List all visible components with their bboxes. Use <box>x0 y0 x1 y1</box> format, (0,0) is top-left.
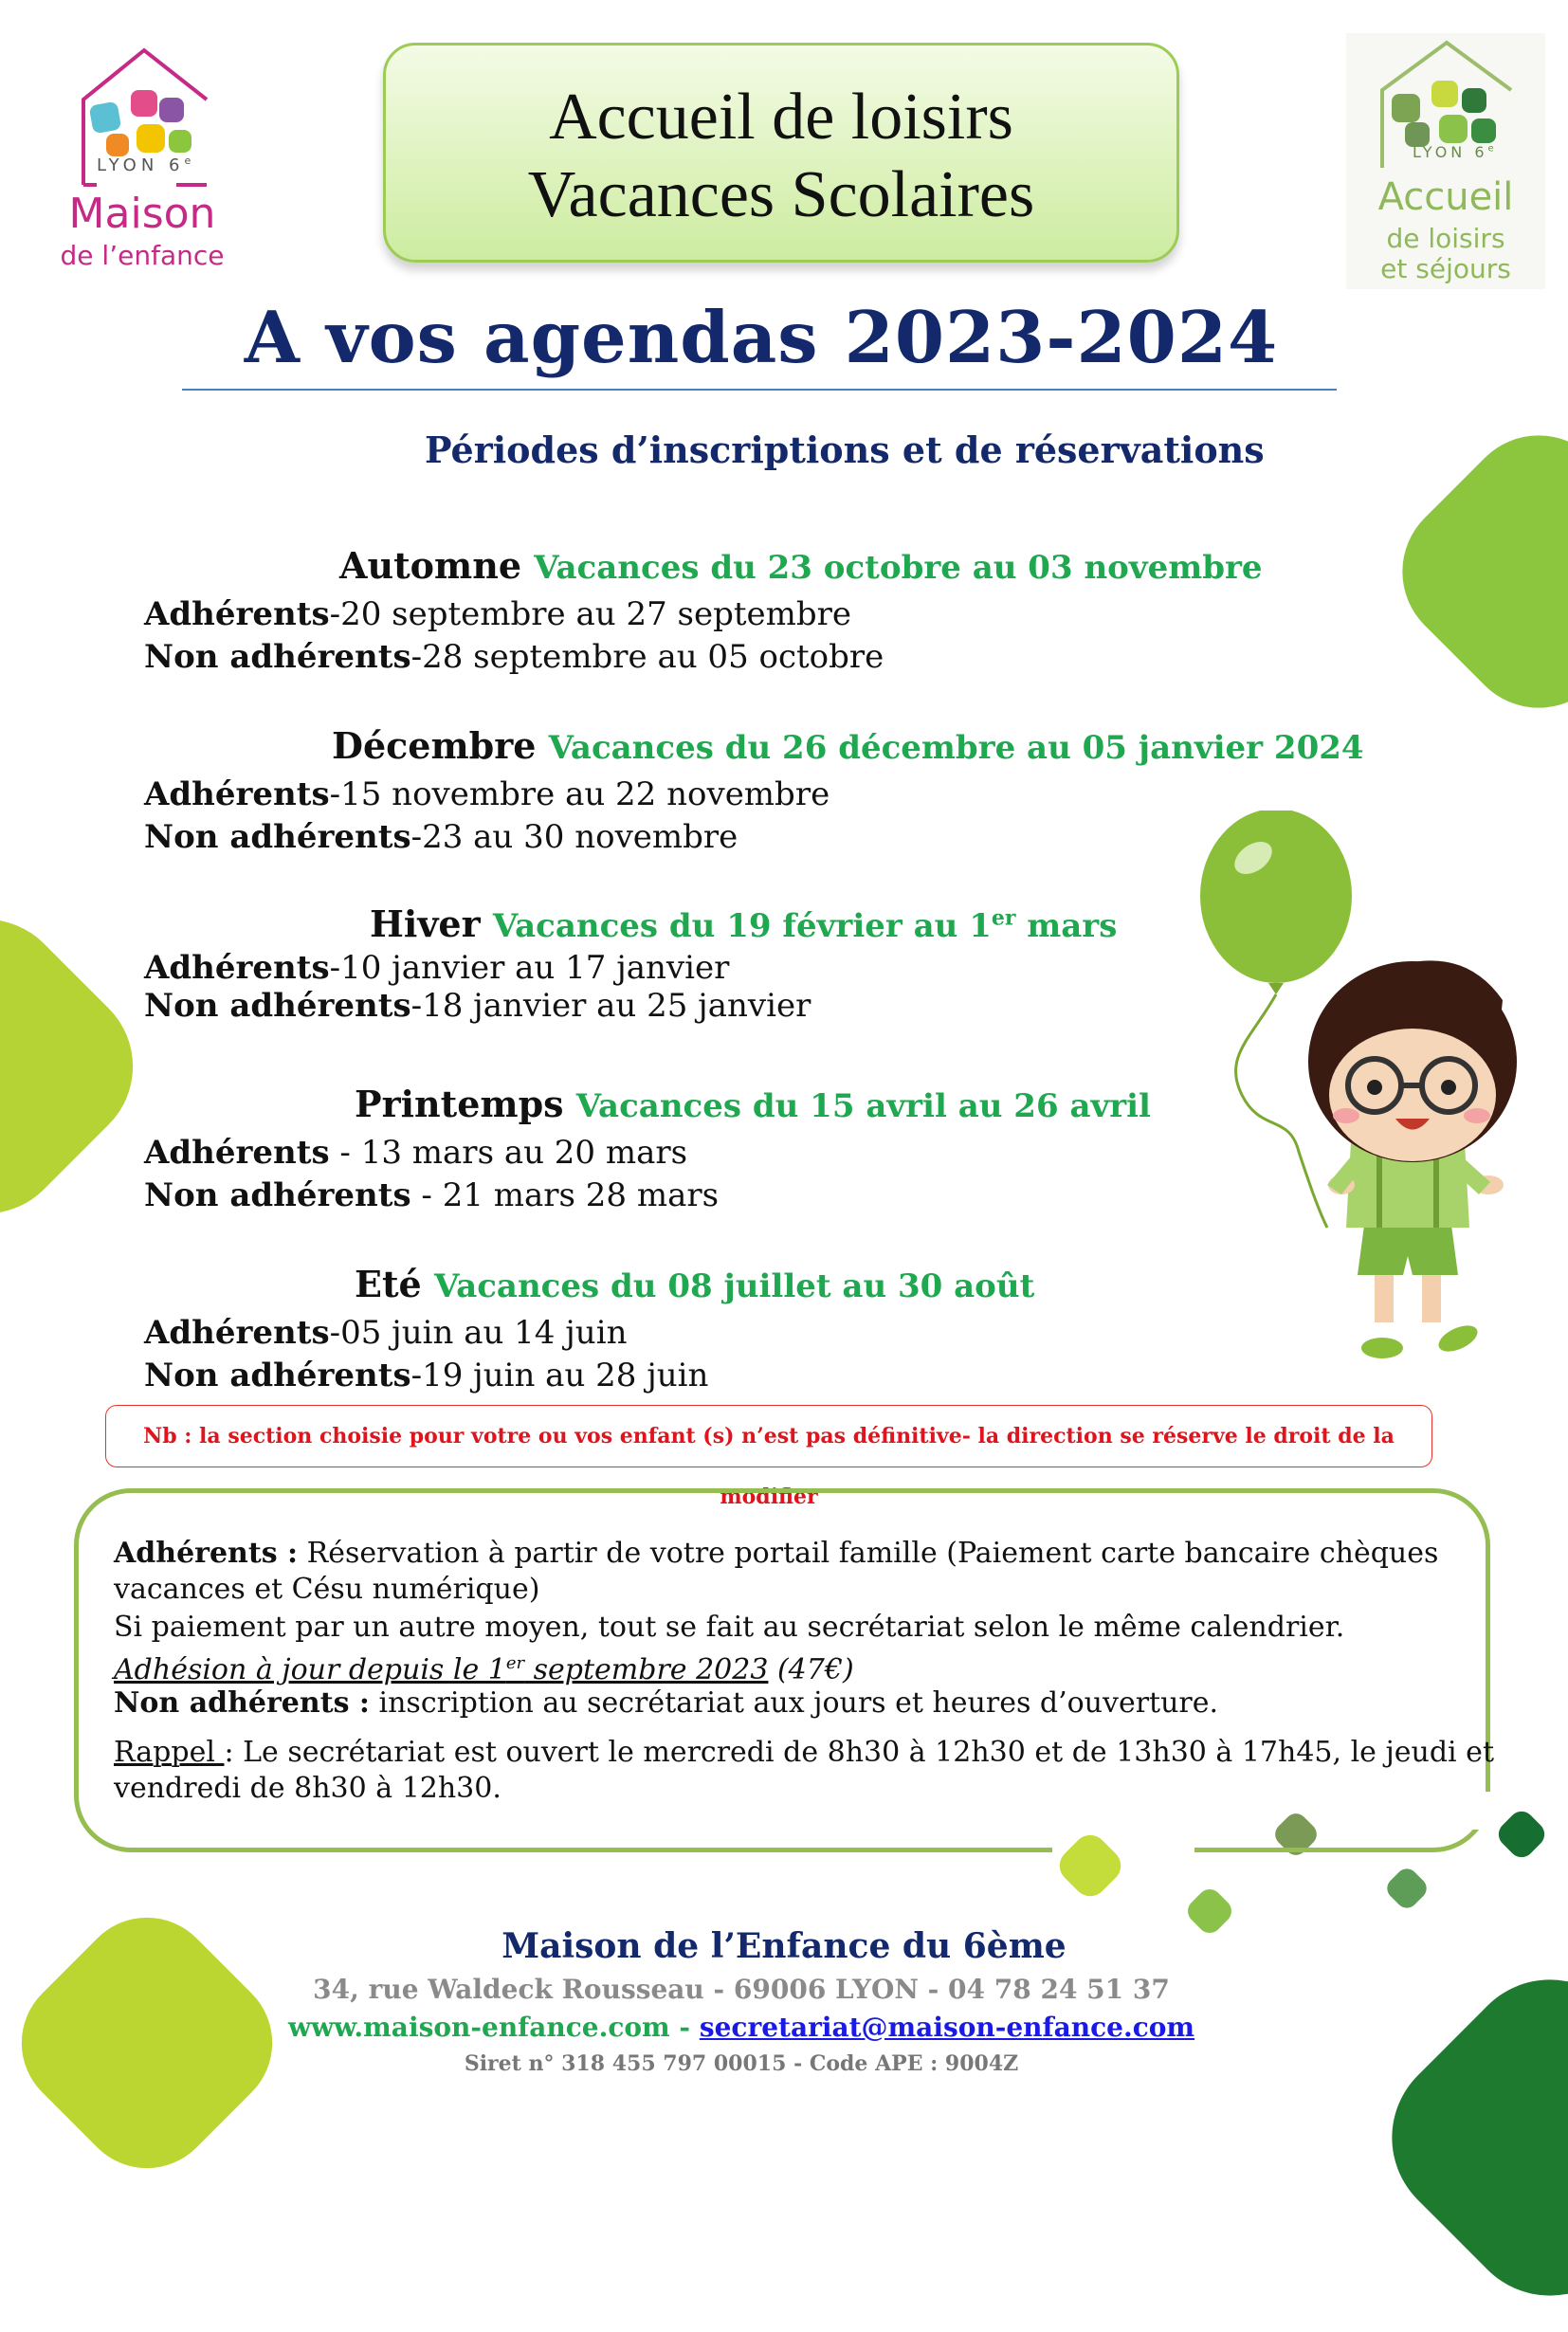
maison-enfance-logo <box>47 43 237 275</box>
info-non-adherents-label: Non adhérents : <box>114 1686 370 1720</box>
season-vacances: Vacances du 23 octobre au 03 novembre <box>534 549 1263 587</box>
logo-right-city: LYON 6e <box>1413 143 1498 161</box>
adherents-label: Adhérents <box>144 1314 330 1352</box>
season-heading-printemps <box>355 1083 1151 1125</box>
non-adherents-label: Non adhérents <box>144 1357 411 1394</box>
season-heading-decembre <box>332 724 1364 767</box>
season-vacances: Vacances du 26 décembre au 05 janvier 2024 <box>548 729 1364 767</box>
logo-right-line-2: de loisirs <box>1386 223 1505 254</box>
season-heading-hiver <box>370 902 1117 945</box>
season-heading-automne <box>339 544 1263 587</box>
info-paiement: Si paiement par un autre moyen, tout se fait au secrétariat selon le même calendrier. <box>114 1611 1345 1644</box>
adherents-dates: -20 septembre au 27 septembre <box>329 595 852 633</box>
adherents-dates: -10 janvier au 17 janvier <box>329 949 730 987</box>
season-adherents-ete <box>144 1314 627 1352</box>
header-title-line-1: Accueil de loisirs <box>549 81 1013 154</box>
non-adherents-label: Non adhérents <box>144 987 411 1025</box>
season-name: Printemps <box>355 1083 564 1125</box>
season-adherents-automne <box>144 595 851 633</box>
footer-email-link[interactable]: secretariat@maison-enfance.com <box>699 2012 1195 2043</box>
decor-square-5 <box>1493 1806 1549 1862</box>
title-divider <box>182 389 1337 391</box>
decor-blob-left-middle <box>0 885 167 1248</box>
boy-with-balloon-illustration <box>1185 811 1526 1360</box>
adherents-dates: -05 juin au 14 juin <box>329 1314 628 1352</box>
season-non-adherents-ete <box>144 1357 708 1394</box>
rappel-label: Rappel <box>114 1736 225 1769</box>
non-adherents-label: Non adhérents <box>144 638 411 676</box>
accueil-loisirs-logo <box>1346 33 1545 289</box>
page-subtitle: Périodes d’inscriptions et de réservations <box>425 428 1265 471</box>
logo-right-line-1: Accueil <box>1377 175 1514 219</box>
note-text: Nb : la section choisie pour votre ou vos enfant (s) n’est pas définitive- la direction se réserve le droit de la modifier <box>143 1424 1395 1509</box>
header-title-box <box>383 43 1179 263</box>
note-box <box>105 1405 1432 1509</box>
page-title: A vos agendas 2023-2024 <box>244 296 1279 379</box>
logo-left-name-1: Maison <box>68 190 216 238</box>
season-adherents-printemps <box>144 1134 687 1172</box>
season-name: Décembre <box>332 724 537 767</box>
season-non-adherents-decembre <box>144 818 738 856</box>
logo-right-line-3: et séjours <box>1380 253 1511 284</box>
footer-siret: Siret n° 318 455 797 00015 - Code APE : 9004Z <box>464 2051 1019 2076</box>
info-non-adherents: Non adhérents : inscription au secrétariat aux jours et heures d’ouverture. <box>114 1686 1219 1720</box>
info-adherents-label: Adhérents : <box>114 1537 299 1570</box>
info-rappel-line-1: Rappel : Le secrétariat est ouvert le mercredi de 8h30 à 12h30 et de 13h30 à 17h45, le jeudi et <box>114 1736 1494 1769</box>
adherents-label: Adhérents <box>144 775 330 813</box>
footer-website-link[interactable]: www.maison-enfance.com <box>287 2012 670 2043</box>
season-name: Eté <box>355 1263 422 1305</box>
non-adherents-dates: -23 au 30 novembre <box>410 818 738 856</box>
info-rappel-line-2: vendredi de 8h30 à 12h30. <box>114 1772 501 1805</box>
adherents-dates: - 13 mars au 20 mars <box>329 1134 688 1172</box>
info-adhesion: Adhésion à jour depuis le 1er septembre 2023 (47€) <box>114 1653 854 1686</box>
season-name: Hiver <box>370 902 481 945</box>
season-vacances: Vacances du 15 avril au 26 avril <box>575 1087 1151 1125</box>
non-adherents-label: Non adhérents <box>144 1176 411 1214</box>
season-vacances: Vacances du 19 février au 1er mars <box>492 905 1118 945</box>
non-adherents-dates: -19 juin au 28 juin <box>410 1357 709 1394</box>
season-non-adherents-printemps <box>144 1176 719 1214</box>
adherents-label: Adhérents <box>144 949 330 987</box>
season-non-adherents-automne <box>144 638 884 676</box>
season-adherents-hiver <box>144 949 729 987</box>
footer-address: 34, rue Waldeck Rousseau - 69006 LYON - 04 78 24 51 37 <box>313 1974 1170 2005</box>
non-adherents-dates: -28 septembre au 05 octobre <box>410 638 884 676</box>
season-heading-ete <box>355 1263 1034 1305</box>
info-box-gap-right <box>1471 1792 1500 1830</box>
season-adherents-decembre <box>144 775 830 813</box>
adherents-label: Adhérents <box>144 595 330 633</box>
non-adherents-dates: - 21 mars 28 mars <box>410 1176 720 1214</box>
non-adherents-dates: -18 janvier au 25 janvier <box>410 987 811 1025</box>
decor-square-4 <box>1383 1865 1431 1913</box>
season-non-adherents-hiver <box>144 987 811 1025</box>
adherents-label: Adhérents <box>144 1134 330 1172</box>
logo-left-name-2: de l’enfance <box>60 240 225 271</box>
header-title-line-2: Vacances Scolaires <box>527 158 1035 231</box>
non-adherents-label: Non adhérents <box>144 818 411 856</box>
footer-links: www.maison-enfance.com - secretariat@maison-enfance.com <box>287 2012 1195 2043</box>
footer-organization: Maison de l’Enfance du 6ème <box>501 1926 1067 1966</box>
info-adherents-line-2: vacances et Césu numérique) <box>114 1573 540 1606</box>
info-adherents-line-1: Adhérents : Réservation à partir de votre portail famille (Paiement carte bancaire chèques <box>114 1537 1439 1570</box>
season-name: Automne <box>339 544 522 587</box>
decor-blob-right-top <box>1371 404 1568 739</box>
adherents-dates: -15 novembre au 22 novembre <box>329 775 830 813</box>
logo-left-city: LYON 6e <box>97 155 196 175</box>
season-vacances: Vacances du 08 juillet au 30 août <box>433 1267 1035 1305</box>
